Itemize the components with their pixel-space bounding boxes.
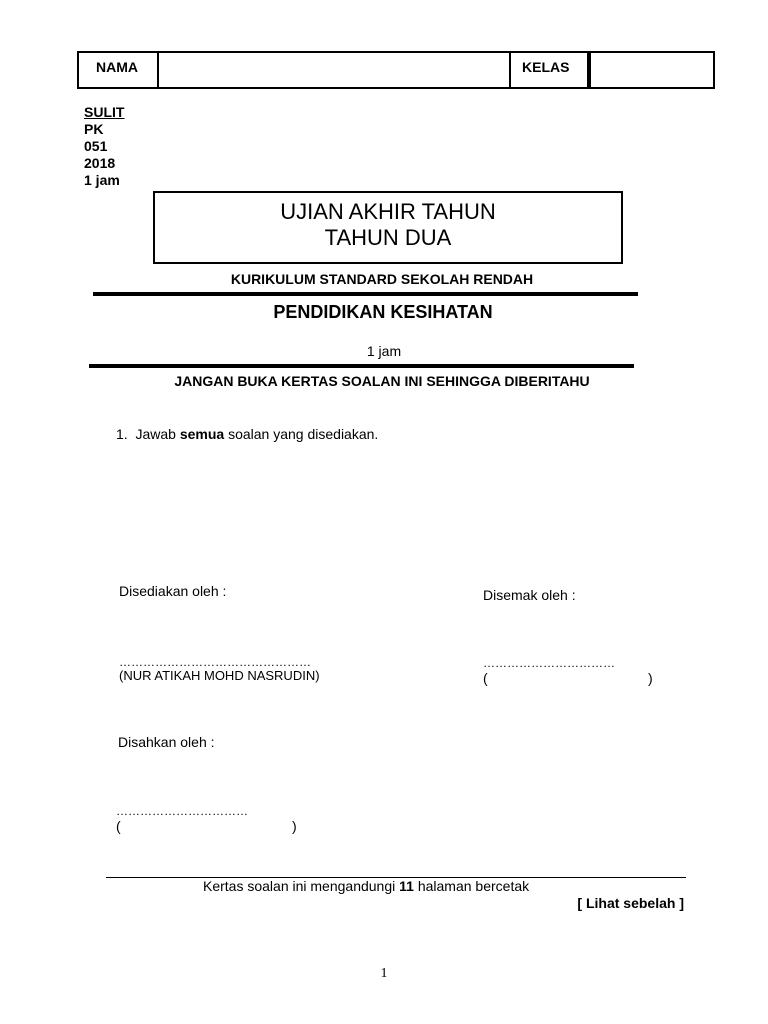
instruction-number: 1.: [116, 426, 128, 442]
duration-text: 1 jam: [366, 343, 402, 359]
page-count-after: halaman bercetak: [413, 878, 530, 894]
curriculum-label: KURIKULUM STANDARD SEKOLAH RENDAH: [230, 271, 534, 287]
approved-by-label: Disahkan oleh :: [118, 734, 215, 750]
paper-year: 2018: [84, 155, 116, 171]
kelas-label: KELAS: [511, 53, 591, 87]
instruction-text-before: Jawab: [135, 426, 180, 442]
instruction-item: [116, 426, 378, 442]
instruction-text-after: soalan yang disediakan.: [224, 426, 379, 442]
paper-number: 051: [84, 138, 108, 154]
prepared-by-dots: …………………………………………: [119, 655, 311, 669]
warning-text: JANGAN BUKA KERTAS SOALAN INI SEHINGGA DIBERITAHU: [174, 373, 590, 389]
checked-by-open-paren: (: [483, 670, 488, 686]
page-count-before: Kertas soalan ini mengandungi: [203, 878, 400, 894]
exam-title-box: [153, 191, 623, 264]
divider-top: [93, 292, 638, 296]
nama-field[interactable]: [159, 53, 511, 87]
checked-by-label: Disemak oleh :: [483, 587, 576, 603]
page-count-number: 11: [399, 878, 414, 894]
page-number: 1: [380, 966, 388, 981]
checked-by-dots: ……………………………: [483, 656, 615, 670]
paper-code-block: [84, 104, 124, 189]
sulit-label: SULIT: [84, 104, 125, 120]
instruction-text-bold: semua: [179, 426, 225, 442]
subject-code: PK: [84, 121, 104, 137]
name-class-table: [77, 51, 715, 89]
paper-duration: 1 jam: [84, 172, 120, 188]
exam-title-line2: TAHUN DUA: [324, 225, 452, 250]
page-count-text: [203, 878, 529, 894]
divider-bottom: [89, 364, 634, 368]
nama-label: NAMA: [79, 53, 159, 87]
kelas-field[interactable]: [591, 53, 713, 87]
checked-by-close-paren: ): [648, 670, 653, 686]
approved-by-close-paren: ): [292, 818, 297, 834]
prepared-by-name: (NUR ATIKAH MOHD NASRUDIN): [119, 668, 320, 683]
approved-by-dots: ……………………………: [116, 804, 248, 818]
prepared-by-label: Disediakan oleh :: [119, 583, 227, 599]
subject-title: PENDIDIKAN KESIHATAN: [273, 302, 493, 322]
approved-by-open-paren: (: [116, 818, 121, 834]
exam-title-line1: UJIAN AKHIR TAHUN: [280, 199, 496, 224]
see-next-page: [ Lihat sebelah ]: [577, 895, 684, 911]
